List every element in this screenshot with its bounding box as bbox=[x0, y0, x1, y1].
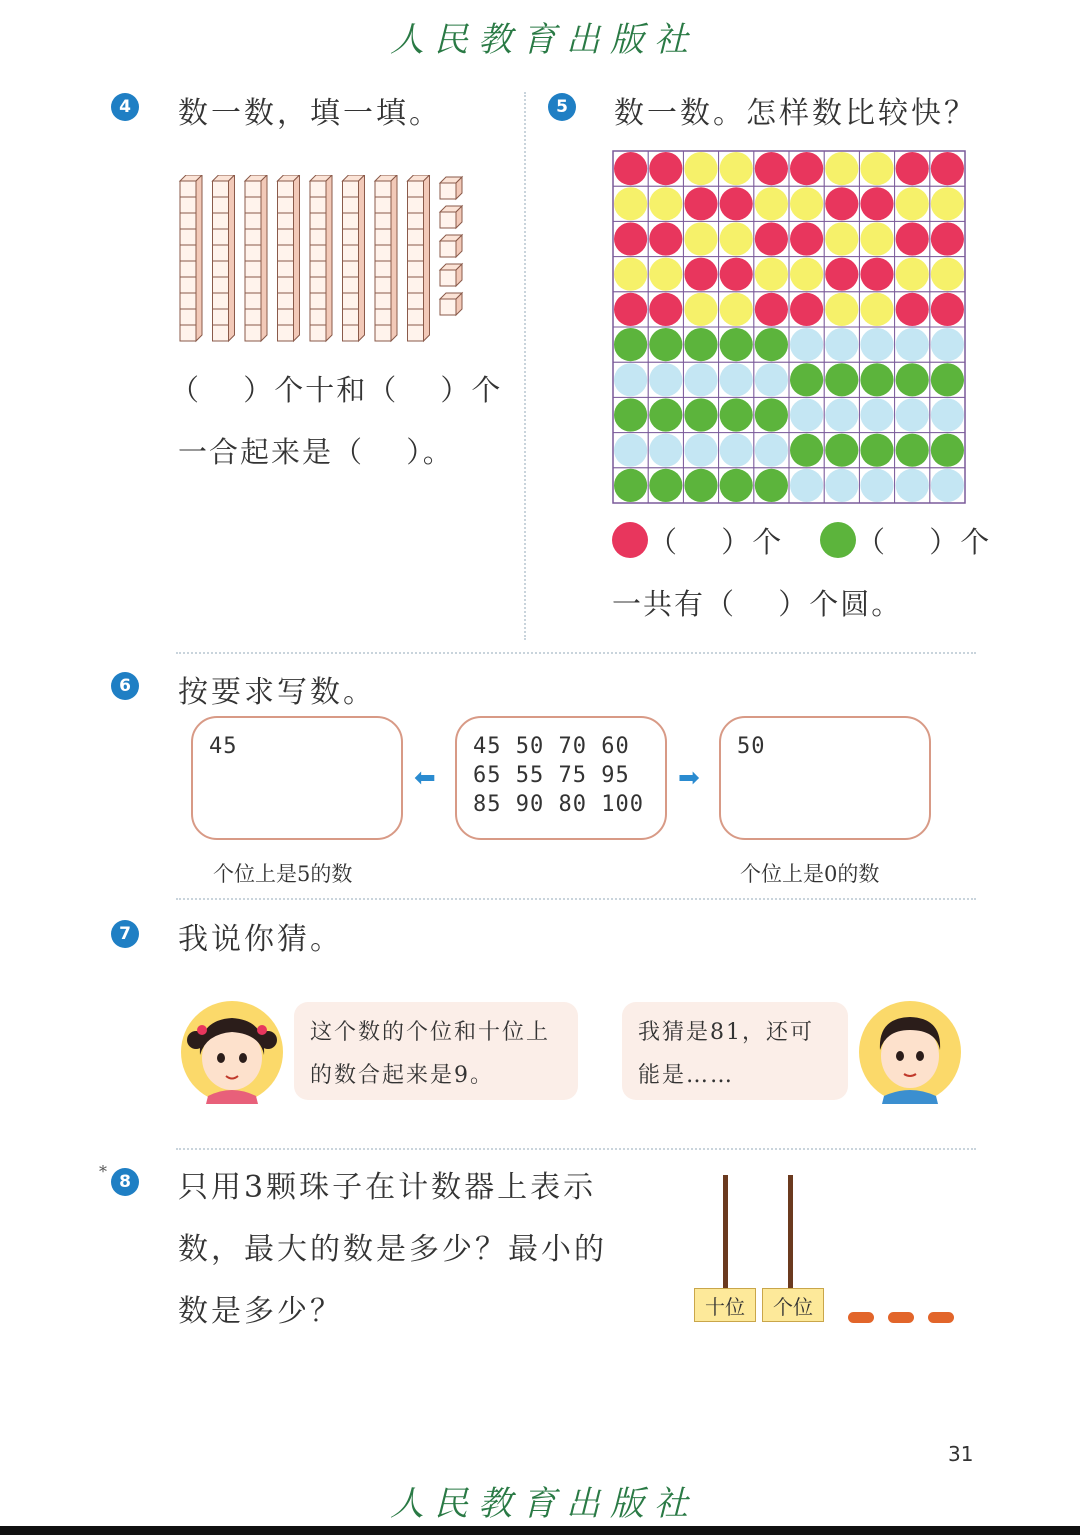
unit-cube bbox=[440, 235, 462, 257]
grid-circle bbox=[790, 222, 823, 255]
grid-circle bbox=[860, 398, 893, 431]
grid-circle bbox=[649, 328, 682, 361]
q5-red-count-blank: （ ）个 bbox=[648, 525, 784, 559]
grid-circle bbox=[755, 222, 788, 255]
grid-circle bbox=[614, 363, 647, 396]
grid-circle bbox=[614, 222, 647, 255]
ten-rod bbox=[278, 175, 300, 341]
grid-circle bbox=[614, 469, 647, 502]
grid-circle bbox=[720, 434, 753, 467]
grid-circle bbox=[825, 222, 858, 255]
grid-circle bbox=[720, 469, 753, 502]
grid-circle bbox=[896, 434, 929, 467]
grid-circle bbox=[684, 222, 717, 255]
q8-text-line-3: 数是多少？ bbox=[178, 1294, 343, 1329]
grid-circle bbox=[684, 152, 717, 185]
grid-circle bbox=[896, 398, 929, 431]
q4-base-ten-blocks bbox=[176, 175, 486, 355]
footer-publisher-logo: 人民教育出版社 bbox=[390, 1484, 698, 1524]
grid-circle bbox=[614, 152, 647, 185]
grid-circle bbox=[649, 363, 682, 396]
grid-circle bbox=[790, 434, 823, 467]
grid-circle bbox=[684, 469, 717, 502]
q6-right-answer-box[interactable] bbox=[719, 716, 931, 840]
grid-circle bbox=[825, 469, 858, 502]
grid-circle bbox=[860, 363, 893, 396]
grid-circle bbox=[896, 328, 929, 361]
grid-circle bbox=[649, 469, 682, 502]
grid-circle bbox=[684, 398, 717, 431]
boy-speech-bubble bbox=[622, 1002, 848, 1100]
grid-circle bbox=[860, 328, 893, 361]
grid-circle bbox=[931, 258, 964, 291]
grid-circle bbox=[614, 293, 647, 326]
unit-cube bbox=[440, 293, 462, 315]
grid-circle bbox=[649, 222, 682, 255]
grid-circle bbox=[755, 187, 788, 220]
arrow-right-icon: ➡ bbox=[678, 763, 700, 793]
q4-blank-line-1: （ ）个十和（ ）个 bbox=[170, 373, 503, 407]
grid-circle bbox=[931, 222, 964, 255]
grid-circle bbox=[825, 398, 858, 431]
boy-speech-line-1: 我猜是81，还可 bbox=[638, 1020, 814, 1045]
ten-rod bbox=[408, 175, 430, 341]
boy-speech-line-2: 能是…… bbox=[638, 1063, 735, 1088]
abacus-rod-tens bbox=[723, 1175, 728, 1289]
q6-right-caption: 个位上是0的数 bbox=[740, 862, 880, 886]
ten-rod bbox=[180, 175, 202, 341]
grid-circle bbox=[825, 293, 858, 326]
grid-circle bbox=[649, 152, 682, 185]
grid-circle bbox=[720, 398, 753, 431]
grid-circle bbox=[755, 469, 788, 502]
arrow-left-icon: ⬅ bbox=[414, 763, 436, 793]
section-divider-2 bbox=[176, 898, 976, 900]
grid-circle bbox=[896, 187, 929, 220]
grid-circle bbox=[860, 152, 893, 185]
grid-circle bbox=[649, 434, 682, 467]
grid-circle bbox=[720, 328, 753, 361]
abacus-bead[interactable] bbox=[848, 1312, 874, 1323]
grid-circle bbox=[825, 152, 858, 185]
q7-number-badge: 7 bbox=[111, 920, 139, 948]
grid-circle bbox=[931, 328, 964, 361]
grid-circle bbox=[896, 258, 929, 291]
grid-circle bbox=[720, 293, 753, 326]
ten-rod bbox=[310, 175, 332, 341]
grid-circle bbox=[790, 187, 823, 220]
q6-number-badge: 6 bbox=[111, 672, 139, 700]
grid-circle bbox=[684, 187, 717, 220]
q6-title: 按要求写数。 bbox=[178, 675, 376, 710]
grid-circle bbox=[720, 363, 753, 396]
grid-circle bbox=[755, 328, 788, 361]
q6-left-answer-box[interactable] bbox=[191, 716, 403, 840]
q6-left-caption: 个位上是5的数 bbox=[213, 862, 353, 886]
grid-circle bbox=[860, 187, 893, 220]
abacus-bead[interactable] bbox=[928, 1312, 954, 1323]
grid-circle bbox=[931, 434, 964, 467]
green-circle-icon bbox=[820, 522, 856, 558]
ten-rod bbox=[375, 175, 397, 341]
center-box-row-1: 45 50 70 60 bbox=[473, 734, 630, 759]
red-circle-icon bbox=[612, 522, 648, 558]
ten-rod bbox=[213, 175, 235, 341]
grid-circle bbox=[931, 398, 964, 431]
grid-circle bbox=[860, 469, 893, 502]
grid-circle bbox=[649, 293, 682, 326]
grid-circle bbox=[720, 152, 753, 185]
unit-cube bbox=[440, 177, 462, 199]
grid-circle bbox=[825, 434, 858, 467]
bottom-edge-bar bbox=[0, 1526, 1080, 1535]
grid-circle bbox=[649, 258, 682, 291]
grid-circle bbox=[684, 434, 717, 467]
grid-circle bbox=[720, 187, 753, 220]
grid-circle bbox=[755, 293, 788, 326]
grid-circle bbox=[614, 434, 647, 467]
grid-circle bbox=[720, 222, 753, 255]
grid-circle bbox=[790, 258, 823, 291]
grid-circle bbox=[755, 363, 788, 396]
q5-number-badge: 5 bbox=[548, 93, 576, 121]
abacus-ones-label: 个位 bbox=[762, 1288, 824, 1322]
grid-circle bbox=[614, 187, 647, 220]
right-box-row: 50 bbox=[737, 734, 766, 759]
column-divider bbox=[524, 92, 526, 640]
q8-text-line-2: 数，最大的数是多少？最小的 bbox=[178, 1232, 607, 1267]
grid-circle bbox=[825, 363, 858, 396]
center-box-row-2: 65 55 75 95 bbox=[473, 763, 630, 788]
grid-circle bbox=[684, 328, 717, 361]
grid-circle bbox=[860, 258, 893, 291]
q5-circle-grid bbox=[612, 150, 966, 504]
grid-circle bbox=[931, 293, 964, 326]
girl-avatar bbox=[180, 1000, 286, 1104]
ten-rod bbox=[343, 175, 365, 341]
grid-circle bbox=[825, 187, 858, 220]
grid-circle bbox=[614, 398, 647, 431]
grid-circle bbox=[896, 293, 929, 326]
grid-circle bbox=[790, 328, 823, 361]
grid-circle bbox=[825, 258, 858, 291]
q6-number-source-box bbox=[455, 716, 667, 840]
q5-title: 数一数。怎样数比较快？ bbox=[614, 96, 977, 131]
grid-circle bbox=[896, 222, 929, 255]
q7-title: 我说你猜。 bbox=[178, 922, 343, 957]
grid-circle bbox=[755, 152, 788, 185]
q4-number-badge: 4 bbox=[111, 93, 139, 121]
abacus-tens-label: 十位 bbox=[694, 1288, 756, 1322]
unit-cube bbox=[440, 264, 462, 286]
abacus-bead[interactable] bbox=[888, 1312, 914, 1323]
grid-circle bbox=[720, 258, 753, 291]
grid-circle bbox=[896, 469, 929, 502]
grid-circle bbox=[684, 363, 717, 396]
grid-circle bbox=[790, 152, 823, 185]
girl-speech-line-2: 的数合起来是9。 bbox=[310, 1063, 494, 1088]
grid-circle bbox=[790, 398, 823, 431]
grid-circle bbox=[755, 398, 788, 431]
q4-title: 数一数，填一填。 bbox=[178, 96, 442, 131]
grid-circle bbox=[684, 258, 717, 291]
grid-circle bbox=[790, 293, 823, 326]
q4-blank-line-2: 一合起来是（ ）。 bbox=[178, 435, 454, 469]
grid-circle bbox=[755, 434, 788, 467]
page-number: 31 bbox=[948, 1442, 974, 1466]
grid-circle bbox=[931, 152, 964, 185]
q5-green-count-blank: （ ）个 bbox=[856, 525, 992, 559]
q8-star-mark: * bbox=[99, 1162, 107, 1181]
grid-circle bbox=[614, 328, 647, 361]
grid-circle bbox=[931, 363, 964, 396]
center-box-row-3: 85 90 80 100 bbox=[473, 792, 644, 817]
left-box-row: 45 bbox=[209, 734, 238, 759]
q8-number-badge: 8 bbox=[111, 1168, 139, 1196]
section-divider-1 bbox=[176, 652, 976, 654]
grid-circle bbox=[790, 363, 823, 396]
boy-avatar bbox=[858, 1000, 962, 1104]
grid-circle bbox=[614, 258, 647, 291]
grid-circle bbox=[755, 258, 788, 291]
grid-circle bbox=[931, 469, 964, 502]
grid-circle bbox=[684, 293, 717, 326]
grid-circle bbox=[649, 187, 682, 220]
grid-circle bbox=[896, 363, 929, 396]
girl-speech-bubble bbox=[294, 1002, 578, 1100]
grid-circle bbox=[860, 222, 893, 255]
abacus-rod-ones bbox=[788, 1175, 793, 1289]
ten-rod bbox=[245, 175, 267, 341]
grid-circle bbox=[896, 152, 929, 185]
unit-cube bbox=[440, 206, 462, 228]
grid-circle bbox=[649, 398, 682, 431]
girl-speech-line-1: 这个数的个位和十位上 bbox=[310, 1020, 551, 1045]
grid-circle bbox=[860, 293, 893, 326]
grid-circle bbox=[790, 469, 823, 502]
header-publisher-logo: 人民教育出版社 bbox=[390, 20, 698, 60]
grid-circle bbox=[931, 187, 964, 220]
section-divider-3 bbox=[176, 1148, 976, 1150]
q8-text-line-1: 只用3颗珠子在计数器上表示 bbox=[178, 1170, 597, 1205]
grid-circle bbox=[825, 328, 858, 361]
grid-circle bbox=[860, 434, 893, 467]
q5-total-line: 一共有（ ）个圆。 bbox=[612, 587, 903, 621]
